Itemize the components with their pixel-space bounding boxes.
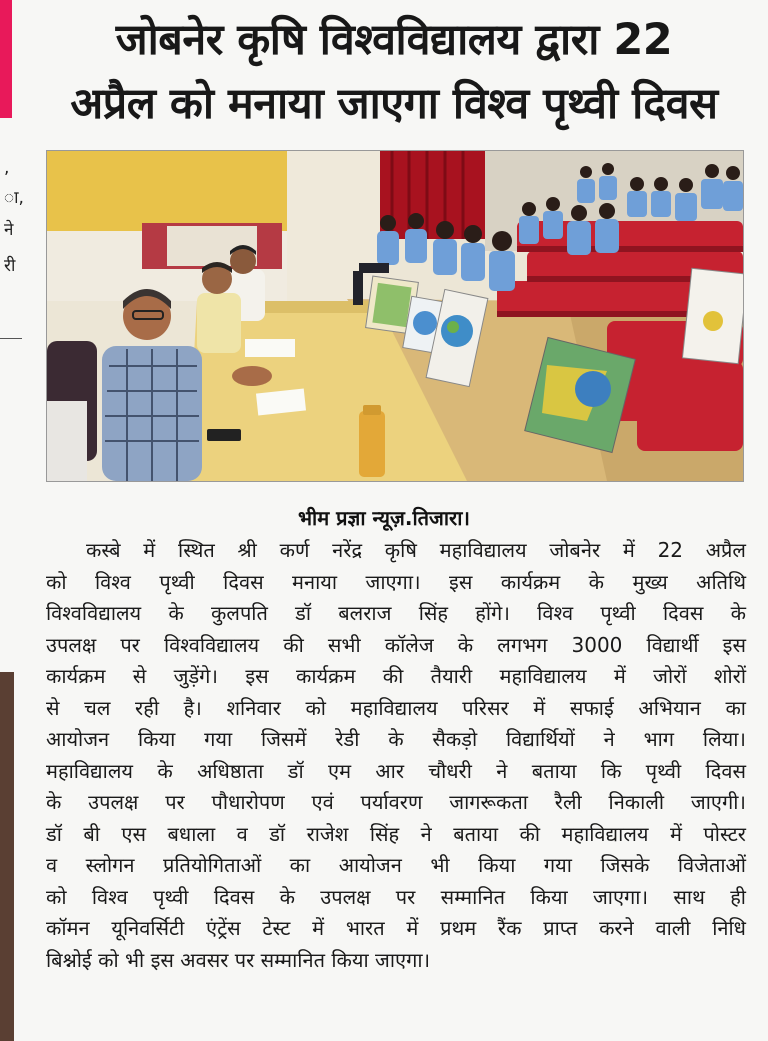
article-line: कार्यक्रम से जुड़ेंगे। इस कार्यक्रम की तैयारी महाविद्यालय में जोरों शोरों — [46, 664, 746, 688]
article-line: आयोजन किया गया जिसमें रेडी के सैकड़ो विद्यार्थियों ने भाग लिया। — [46, 727, 746, 751]
article-line: को विश्व पृथ्वी दिवस के उपलक्ष पर सम्मानित किया जाएगा। साथ ही — [46, 884, 746, 909]
article-line: को विश्व पृथ्वी दिवस मनाया जाएगा। इस कार्यक्रम के मुख्य अतिथि — [46, 569, 746, 594]
article-line: विश्वविद्यालय के कुलपति डॉ बलराज सिंह होंगे। विश्व पृथ्वी दिवस के — [46, 601, 746, 625]
article-line: महाविद्यालय के अधिष्ठाता डॉ एम आर चौधरी ने बताया कि पृथ्वी दिवस — [46, 758, 746, 783]
article-line: व स्लोगन प्रतियोगिताओं का आयोजन भी किया गया जिसके विजेताओं — [46, 853, 746, 877]
byline: भीम प्रज्ञा न्यूज़.तिजारा। — [298, 506, 470, 530]
article-line: कॉमन यूनिवर्सिटी एंट्रेंस टेस्ट में भारत में प्रथम रैंक प्राप्त करने वाली निधि — [46, 916, 746, 940]
adjacent-fragment: ा, — [4, 188, 24, 208]
article-line: के उपलक्ष पर पौधारोपण एवं पर्यावरण जागरूकता रैली निकाली जाएगी। — [46, 790, 746, 814]
adjacent-fragment: री — [4, 256, 16, 276]
adjacent-fragment: , — [4, 158, 10, 178]
article-line: बिश्नोई को भी इस अवसर पर सम्मानित किया जाएगा। — [46, 947, 431, 972]
article-line: से चल रही है। शनिवार को महाविद्यालय परिसर में सफाई अभियान का — [46, 695, 746, 720]
accent-bar — [0, 0, 12, 118]
headline-line-2: अप्रैल को मनाया जाएगा विश्व पृथ्वी दिवस — [70, 79, 718, 129]
adjacent-image-edge — [0, 672, 14, 1041]
article-line: कस्बे में स्थित श्री कर्ण नरेंद्र कृषि महाविद्यालय जोबनेर में 22 अप्रैल — [86, 538, 746, 562]
article-body — [46, 535, 746, 976]
headline — [44, 8, 744, 136]
adjacent-fragment: ने — [4, 220, 14, 240]
article-line: उपलक्ष पर विश्वविद्यालय की सभी कॉलेज के लगभग 3000 विद्यार्थी इस — [46, 632, 746, 657]
article-line: डॉ बी एस बधाला व डॉ राजेश सिंह ने बताया की महाविद्यालय में पोस्टर — [46, 821, 746, 846]
column-divider — [0, 338, 22, 339]
news-photo — [46, 150, 744, 482]
headline-line-1: जोबनेर कृषि विश्वविद्यालय द्वारा 22 — [115, 15, 673, 65]
